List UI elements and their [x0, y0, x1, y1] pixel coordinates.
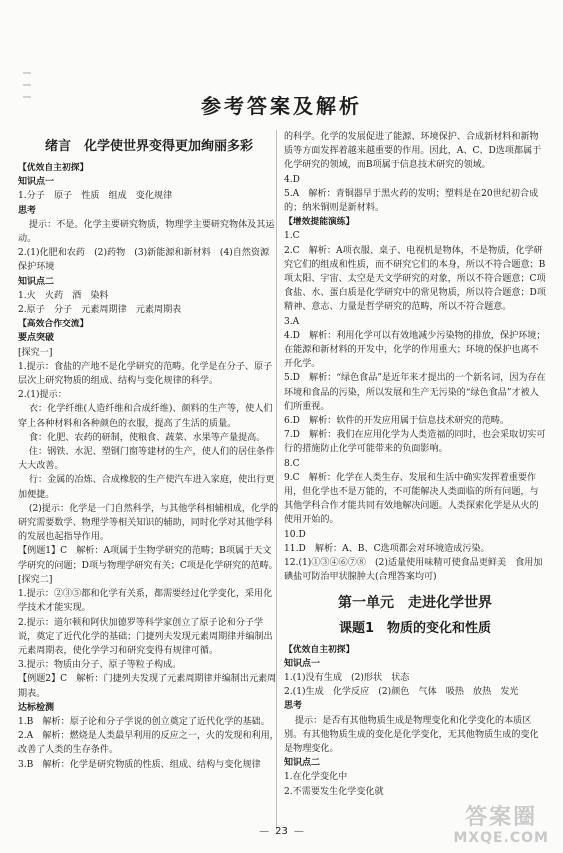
answer-line: 【优效自主初探】 — [284, 644, 355, 655]
left-answer-lines — [18, 161, 280, 772]
answer-line: 的科学。化学的发展促进了能源、环境保护、合成新材料和新物质等方面发挥着越来越重要的作用。因此，A、C、D选项都属于化学研究的领域，而B项属于信息技术研究的领域。 — [284, 132, 542, 171]
answer-line: [探究二] — [18, 574, 53, 585]
answer-line: 达标检测 — [18, 702, 55, 713]
answer-line: 1.分子 原子 性质 组成 变化规律 — [18, 191, 173, 202]
answer-line: 3.A — [284, 316, 300, 327]
answer-line: [探究一] — [18, 347, 53, 358]
answer-line: 4.D — [284, 174, 300, 185]
answer-line: 2.不需要发生化学变化就 — [284, 786, 384, 797]
answer-line: (2)提示：化学是一门自然科学，与其他学科相辅相成，化学的研究需要数学、物理学等相关知识的辅助，同时化学对其他学科的发展也起指导作用。 — [18, 503, 279, 543]
answer-line: 7.D 解析：我们在应用化学为人类造福的同时，也会采取切实可行的措施防止化学可能带来的负面影响。 — [284, 430, 546, 455]
answer-line: 2.(1)生成 化学反应 (2)颜色 气体 吸热 放热 发光 — [284, 687, 519, 698]
answer-line: 1.在化学变化中 — [284, 772, 348, 783]
answer-line: 1.C — [284, 231, 300, 242]
watermark-top: 答案圈 — [465, 805, 538, 830]
answer-line: 2.原子 分子 元素周期律 元素周期表 — [18, 305, 182, 316]
answer-line: 3.B 解析：化学是研究物质的性质、组成、结构与变化规律 — [18, 759, 261, 770]
answer-line: 1.提示：食盐的产地不是化学研究的范畴。化学是在分子、原子层次上研究物质的组成、结构与变化规律的科学。 — [18, 361, 273, 387]
answer-line: 思考 — [284, 701, 303, 712]
answer-line: 提示：不是。化学主要研究物质，物理学主要研究物体及其运动。 — [18, 219, 275, 245]
answer-line: 2.(1)提示： — [18, 390, 67, 401]
answer-line: 1.B 解析：原子论和分子学说的创立奠定了近代化学的基础。 — [18, 716, 270, 727]
answer-line: 10.D — [284, 529, 306, 540]
answer-line: 2.提示：道尔顿和阿伏加德罗等科学家创立了原子论和分子学说，奠定了近代化学的基础；门捷列夫发现元素周期律并编制出元素周期表，使化学学习和研究变得有规律可循。 — [18, 617, 273, 656]
answer-line: 住：钢铁、水泥、塑钢门窗等建材的生产，使人们的居住条件大大改善。 — [18, 447, 275, 472]
answer-line: 知识点二 — [18, 276, 55, 287]
answer-line: 8.C — [284, 458, 300, 469]
section-title: 绪言 化学使世界变得更加绚丽多彩 — [44, 139, 253, 154]
watermark-bottom: MXQE.COM — [453, 830, 549, 846]
right-column — [284, 130, 546, 799]
answer-line: 食：化肥、农药的研制，使粮食、蔬菜、水果等产量提高。 — [28, 432, 266, 443]
watermark-logo — [453, 807, 549, 845]
answer-line: 要点突破 — [18, 333, 55, 344]
answer-line: 知识点一 — [284, 658, 321, 669]
answer-line: 1.提示：②③⑤都和化学有关系，都需要经过化学变化，采用化学技术才能实现。 — [18, 589, 273, 614]
answer-line: 提示：是否有其他物质生成是物理变化和化学变化的本质区别。有其他物质生成的变化是化学变化，无其他物质生成的变化是物理变化。 — [284, 715, 539, 754]
answer-line: 12.(1)①③④⑥⑦⑧ (2)适量使用味精可使食品更鲜美 食用加碘盐可防治甲状腺肿大(合理答案均可) — [284, 558, 543, 583]
left-column — [18, 130, 280, 772]
page-number: — 23 — — [0, 826, 563, 837]
answer-line: 衣：化学纤维(人造纤维和合成纤维)、颜料的生产等，使人们穿上各种材料和各种颜色的衣服，提高了生活的质量。 — [18, 404, 273, 429]
answer-line: 【例题2】C 解析：门捷列夫发现了元素周期律并编制出元素周期表。 — [18, 674, 277, 699]
answer-line: 11.D 解析：A、B、C选项都会对环境造成污染。 — [284, 543, 490, 554]
answer-line: 6.D 解析：软件的开发应用属于信息技术研究的范畴。 — [284, 416, 510, 427]
answer-line: 【优效自主初探】 — [18, 163, 89, 173]
unit-title: 第一单元 走进化学世界 — [338, 594, 492, 611]
answer-line: 行：金属的冶炼、合成橡胶的生产使汽车进入家庭，使出行更加便捷。 — [18, 475, 275, 500]
answer-line: 3.提示：物质由分子、原子等粒子构成。 — [18, 660, 182, 671]
lesson-answer-lines — [284, 643, 546, 799]
answer-line: 知识点二 — [284, 758, 321, 769]
answer-line: 【增效提能演练】 — [284, 217, 355, 228]
answer-line: 2.(1)化肥和农药 (2)药物 (3)新能源和新材料 (4)自然资源 保护环境 — [18, 248, 279, 273]
answer-line: 思考 — [18, 205, 37, 216]
answer-line: 知识点一 — [18, 177, 55, 188]
right-answer-lines — [284, 130, 546, 585]
answer-line: 1.火 火药 酒 染料 — [18, 290, 109, 301]
answer-line: 1.(1)没有生成 (2)形状 状态 — [284, 672, 410, 683]
answer-line: 9.C 解析：化学在人类生存、发展和生活中确实发挥着重要作用，但化学也不是万能的，不可能解决人类面临的所有问题，与其他学科合作才能共同有效地解决问题。人类探索化学是从火的使用开始的。 — [284, 472, 539, 526]
answer-line: 2.C 解析：A项衣服、桌子、电视机是物体，不是物质，化学研究它们的组成和性质，而不研究它们的本身，所以不符合题意；B项太阳、宇宙、太空是天文学研究的对象，所以不符合题意；C项食盐、水、蛋白质是化学研究中的常见物质，所以符合题意；D项精神、意志、力量是哲学研究的范畴，所以不符合题意。 — [284, 245, 546, 313]
answer-line: 4.D 解析：利用化学可以有效地减少污染物的排放，保护环境；在能源和新材料的开发中，化学的作用重大；环境的保护也离不开化学。 — [284, 330, 546, 370]
answer-line: 【高效合作交流】 — [18, 319, 89, 330]
lesson-title: 课题1 物质的变化和性质 — [338, 620, 492, 636]
answer-line: 2.A 解析：燃烧是人类最早利用的反应之一，火的发现和利用，改善了人类的生存条件。 — [18, 731, 279, 756]
answer-line: 【例题1】C 解析：A项属于生物学研究的范畴；B项属于天文学研究的问题；D项与物理学研究有关；C项是化学研究的范畴。 — [18, 546, 278, 571]
page-title: 参考答案及解析 — [201, 94, 362, 118]
answer-line: 5.D 解析：“绿色食品”是近年来才提出的一个新名词，因为存在环境和食品的污染，所以发展和生产无污染的“绿色食品”才被人们所重视。 — [284, 373, 546, 412]
answer-line: 5.A 解析：青铜器早于黑火药的发明；塑料是在20世纪初合成的；纳米铜则是新材料。 — [284, 188, 539, 214]
